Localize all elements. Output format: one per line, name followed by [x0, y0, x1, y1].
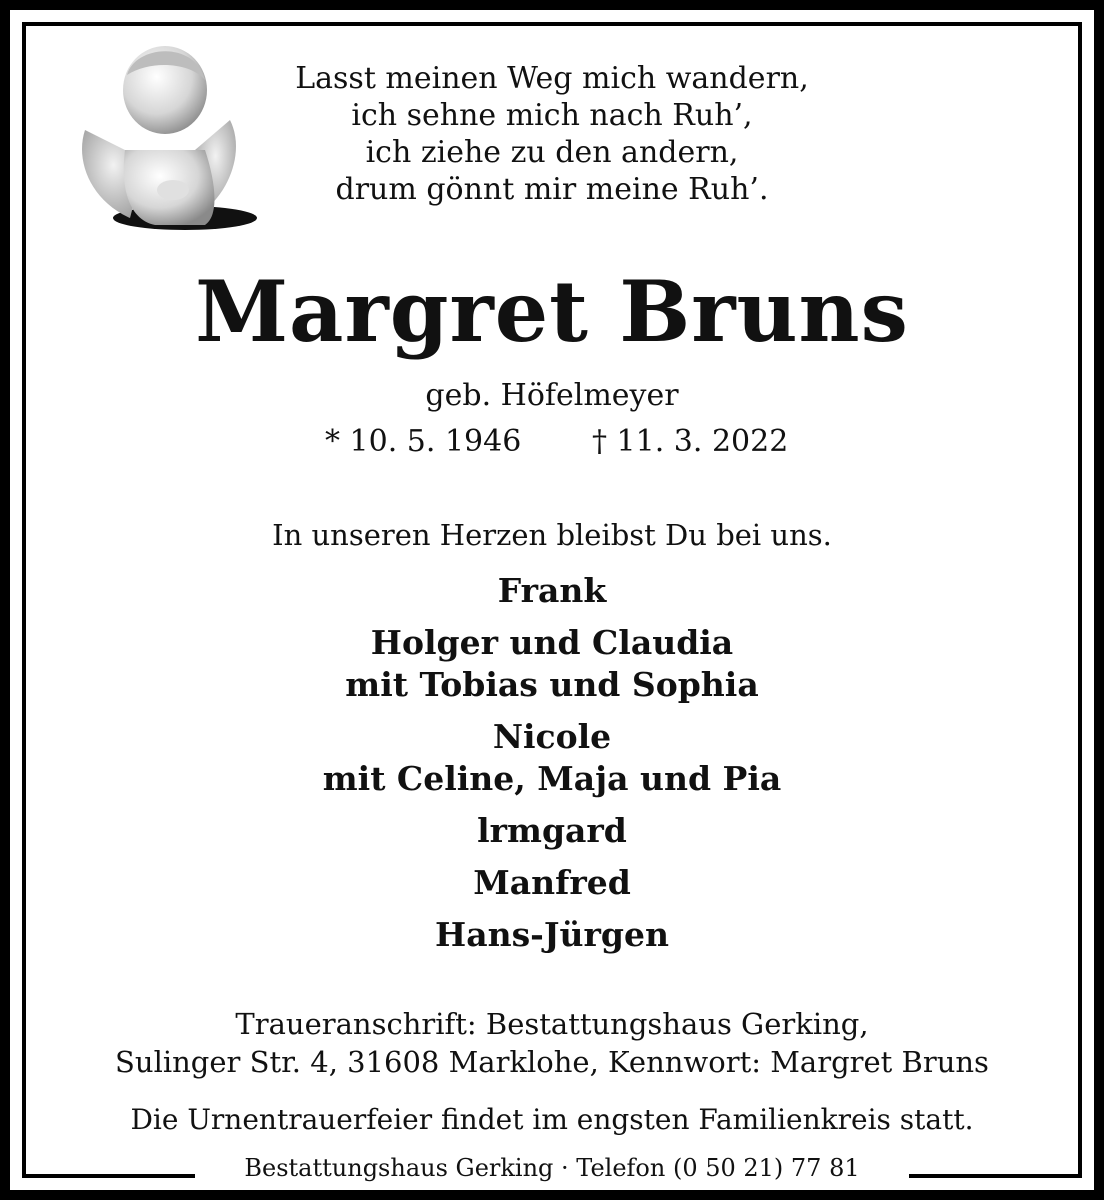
address-line: Sulinger Str. 4, 31608 Marklohe, Kennwort: Margret Bruns	[115, 1045, 989, 1079]
family-line: Frank	[497, 571, 607, 610]
family-list	[0, 570, 1104, 966]
birth-date: * 10. 5. 1946	[325, 424, 522, 459]
memory-line: In unseren Herzen bleibst Du bei uns.	[272, 518, 832, 552]
family-group	[0, 914, 1104, 956]
family-line: mit Tobias und Sophia	[345, 665, 759, 704]
poem-line: Lasst meinen Weg mich wandern,	[295, 61, 809, 96]
family-line: mit Celine, Maja und Pia	[322, 759, 782, 798]
deceased-name: Margret Bruns	[195, 262, 909, 361]
death-date: † 11. 3. 2022	[592, 424, 789, 459]
address-line: Traueranschrift: Bestattungshaus Gerking,	[235, 1007, 869, 1041]
funeral-home-footer: Bestattungshaus Gerking · Telefon (0 50 21) 77 81	[244, 1154, 860, 1182]
poem	[260, 60, 844, 208]
birth-name: geb. Höfelmeyer	[425, 378, 679, 413]
family-line: Nicole	[492, 717, 612, 756]
life-dates	[0, 424, 1104, 464]
angel-figure-icon	[55, 40, 260, 240]
family-line: Hans-Jürgen	[435, 915, 669, 954]
ceremony-note: Die Urnentrauerfeier findet im engsten Familienkreis statt.	[130, 1103, 974, 1136]
family-line: Holger und Claudia	[370, 623, 734, 662]
family-group	[0, 570, 1104, 612]
family-group	[0, 716, 1104, 800]
family-group	[0, 622, 1104, 706]
family-line: lrmgard	[477, 811, 627, 850]
family-group	[0, 862, 1104, 904]
family-line: Manfred	[473, 863, 631, 902]
poem-line: ich sehne mich nach Ruh’,	[351, 98, 753, 133]
poem-line: drum gönnt mir meine Ruh’.	[335, 172, 769, 207]
mourning-address	[0, 1005, 1104, 1081]
poem-line: ich ziehe zu den andern,	[365, 135, 739, 170]
family-group	[0, 810, 1104, 852]
